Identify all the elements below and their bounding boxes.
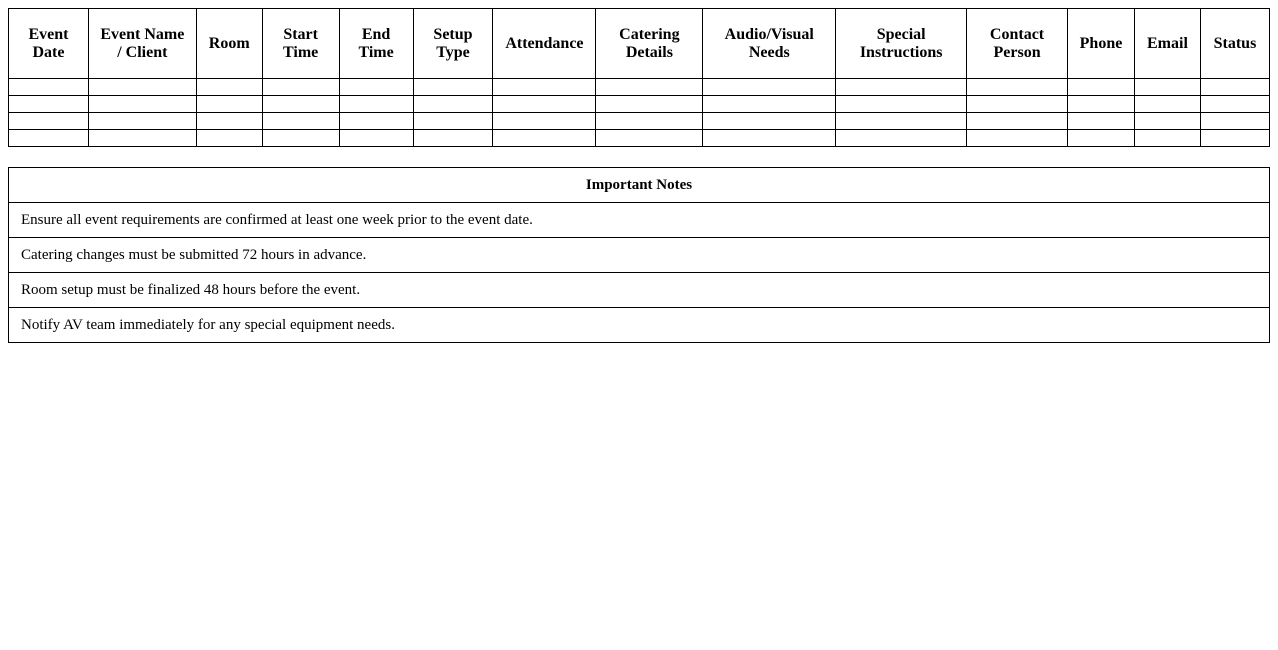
table-cell[interactable] xyxy=(836,96,967,113)
table-cell[interactable] xyxy=(88,96,196,113)
table-cell[interactable] xyxy=(339,113,413,130)
table-cell[interactable] xyxy=(967,79,1068,96)
table-cell[interactable] xyxy=(262,96,339,113)
table-row xyxy=(9,113,1270,130)
events-table-body xyxy=(9,79,1270,147)
table-row xyxy=(9,79,1270,96)
table-cell[interactable] xyxy=(596,130,703,147)
note-row xyxy=(9,273,1270,308)
note-item: Catering changes must be submitted 72 hours in advance. xyxy=(9,238,1270,273)
header-setup-type: Setup Type xyxy=(413,9,493,79)
header-contact-person: Contact Person xyxy=(967,9,1068,79)
table-cell[interactable] xyxy=(1134,79,1200,96)
header-phone: Phone xyxy=(1067,9,1134,79)
table-cell[interactable] xyxy=(1134,96,1200,113)
header-catering-details: Catering Details xyxy=(596,9,703,79)
table-cell[interactable] xyxy=(88,79,196,96)
header-event-date: Event Date xyxy=(9,9,89,79)
table-cell[interactable] xyxy=(596,96,703,113)
events-table xyxy=(8,8,1270,147)
table-cell[interactable] xyxy=(262,79,339,96)
table-cell[interactable] xyxy=(88,113,196,130)
table-cell[interactable] xyxy=(196,96,262,113)
table-cell[interactable] xyxy=(339,79,413,96)
header-status: Status xyxy=(1200,9,1269,79)
header-attendance: Attendance xyxy=(493,9,596,79)
table-cell[interactable] xyxy=(703,79,836,96)
header-room: Room xyxy=(196,9,262,79)
note-item: Ensure all event requirements are confirmed at least one week prior to the event date. xyxy=(9,203,1270,238)
table-cell[interactable] xyxy=(836,113,967,130)
table-cell[interactable] xyxy=(196,113,262,130)
table-cell[interactable] xyxy=(413,130,493,147)
table-cell[interactable] xyxy=(1200,79,1269,96)
table-cell[interactable] xyxy=(9,113,89,130)
table-cell[interactable] xyxy=(1067,113,1134,130)
table-cell[interactable] xyxy=(1067,96,1134,113)
table-cell[interactable] xyxy=(703,130,836,147)
table-row xyxy=(9,96,1270,113)
table-cell[interactable] xyxy=(262,130,339,147)
note-item: Room setup must be finalized 48 hours before the event. xyxy=(9,273,1270,308)
table-cell[interactable] xyxy=(967,96,1068,113)
table-cell[interactable] xyxy=(262,113,339,130)
header-row xyxy=(9,9,1270,79)
table-cell[interactable] xyxy=(493,130,596,147)
table-cell[interactable] xyxy=(196,79,262,96)
header-email: Email xyxy=(1134,9,1200,79)
table-cell[interactable] xyxy=(1200,96,1269,113)
table-cell[interactable] xyxy=(967,113,1068,130)
table-cell[interactable] xyxy=(1200,130,1269,147)
table-cell[interactable] xyxy=(9,130,89,147)
header-event-name-client: Event Name / Client xyxy=(88,9,196,79)
table-cell[interactable] xyxy=(1067,130,1134,147)
note-row xyxy=(9,238,1270,273)
header-end-time: End Time xyxy=(339,9,413,79)
table-cell[interactable] xyxy=(339,130,413,147)
table-cell[interactable] xyxy=(1134,130,1200,147)
table-cell[interactable] xyxy=(196,130,262,147)
table-cell[interactable] xyxy=(413,79,493,96)
table-cell[interactable] xyxy=(703,113,836,130)
table-cell[interactable] xyxy=(596,79,703,96)
note-row xyxy=(9,308,1270,343)
important-notes-table xyxy=(8,167,1270,343)
table-cell[interactable] xyxy=(1134,113,1200,130)
notes-title: Important Notes xyxy=(9,168,1270,203)
table-cell[interactable] xyxy=(1200,113,1269,130)
table-cell[interactable] xyxy=(413,96,493,113)
table-cell[interactable] xyxy=(493,79,596,96)
table-cell[interactable] xyxy=(9,79,89,96)
note-item: Notify AV team immediately for any special equipment needs. xyxy=(9,308,1270,343)
table-cell[interactable] xyxy=(836,79,967,96)
table-cell[interactable] xyxy=(493,96,596,113)
table-cell[interactable] xyxy=(9,96,89,113)
header-special-instructions: Special Instructions xyxy=(836,9,967,79)
table-cell[interactable] xyxy=(703,96,836,113)
table-cell[interactable] xyxy=(413,113,493,130)
table-cell[interactable] xyxy=(88,130,196,147)
note-row xyxy=(9,203,1270,238)
header-start-time: Start Time xyxy=(262,9,339,79)
table-row xyxy=(9,130,1270,147)
header-audio-visual-needs: Audio/Visual Needs xyxy=(703,9,836,79)
table-cell[interactable] xyxy=(836,130,967,147)
table-cell[interactable] xyxy=(967,130,1068,147)
table-cell[interactable] xyxy=(1067,79,1134,96)
table-cell[interactable] xyxy=(493,113,596,130)
table-cell[interactable] xyxy=(339,96,413,113)
notes-header-row xyxy=(9,168,1270,203)
table-cell[interactable] xyxy=(596,113,703,130)
